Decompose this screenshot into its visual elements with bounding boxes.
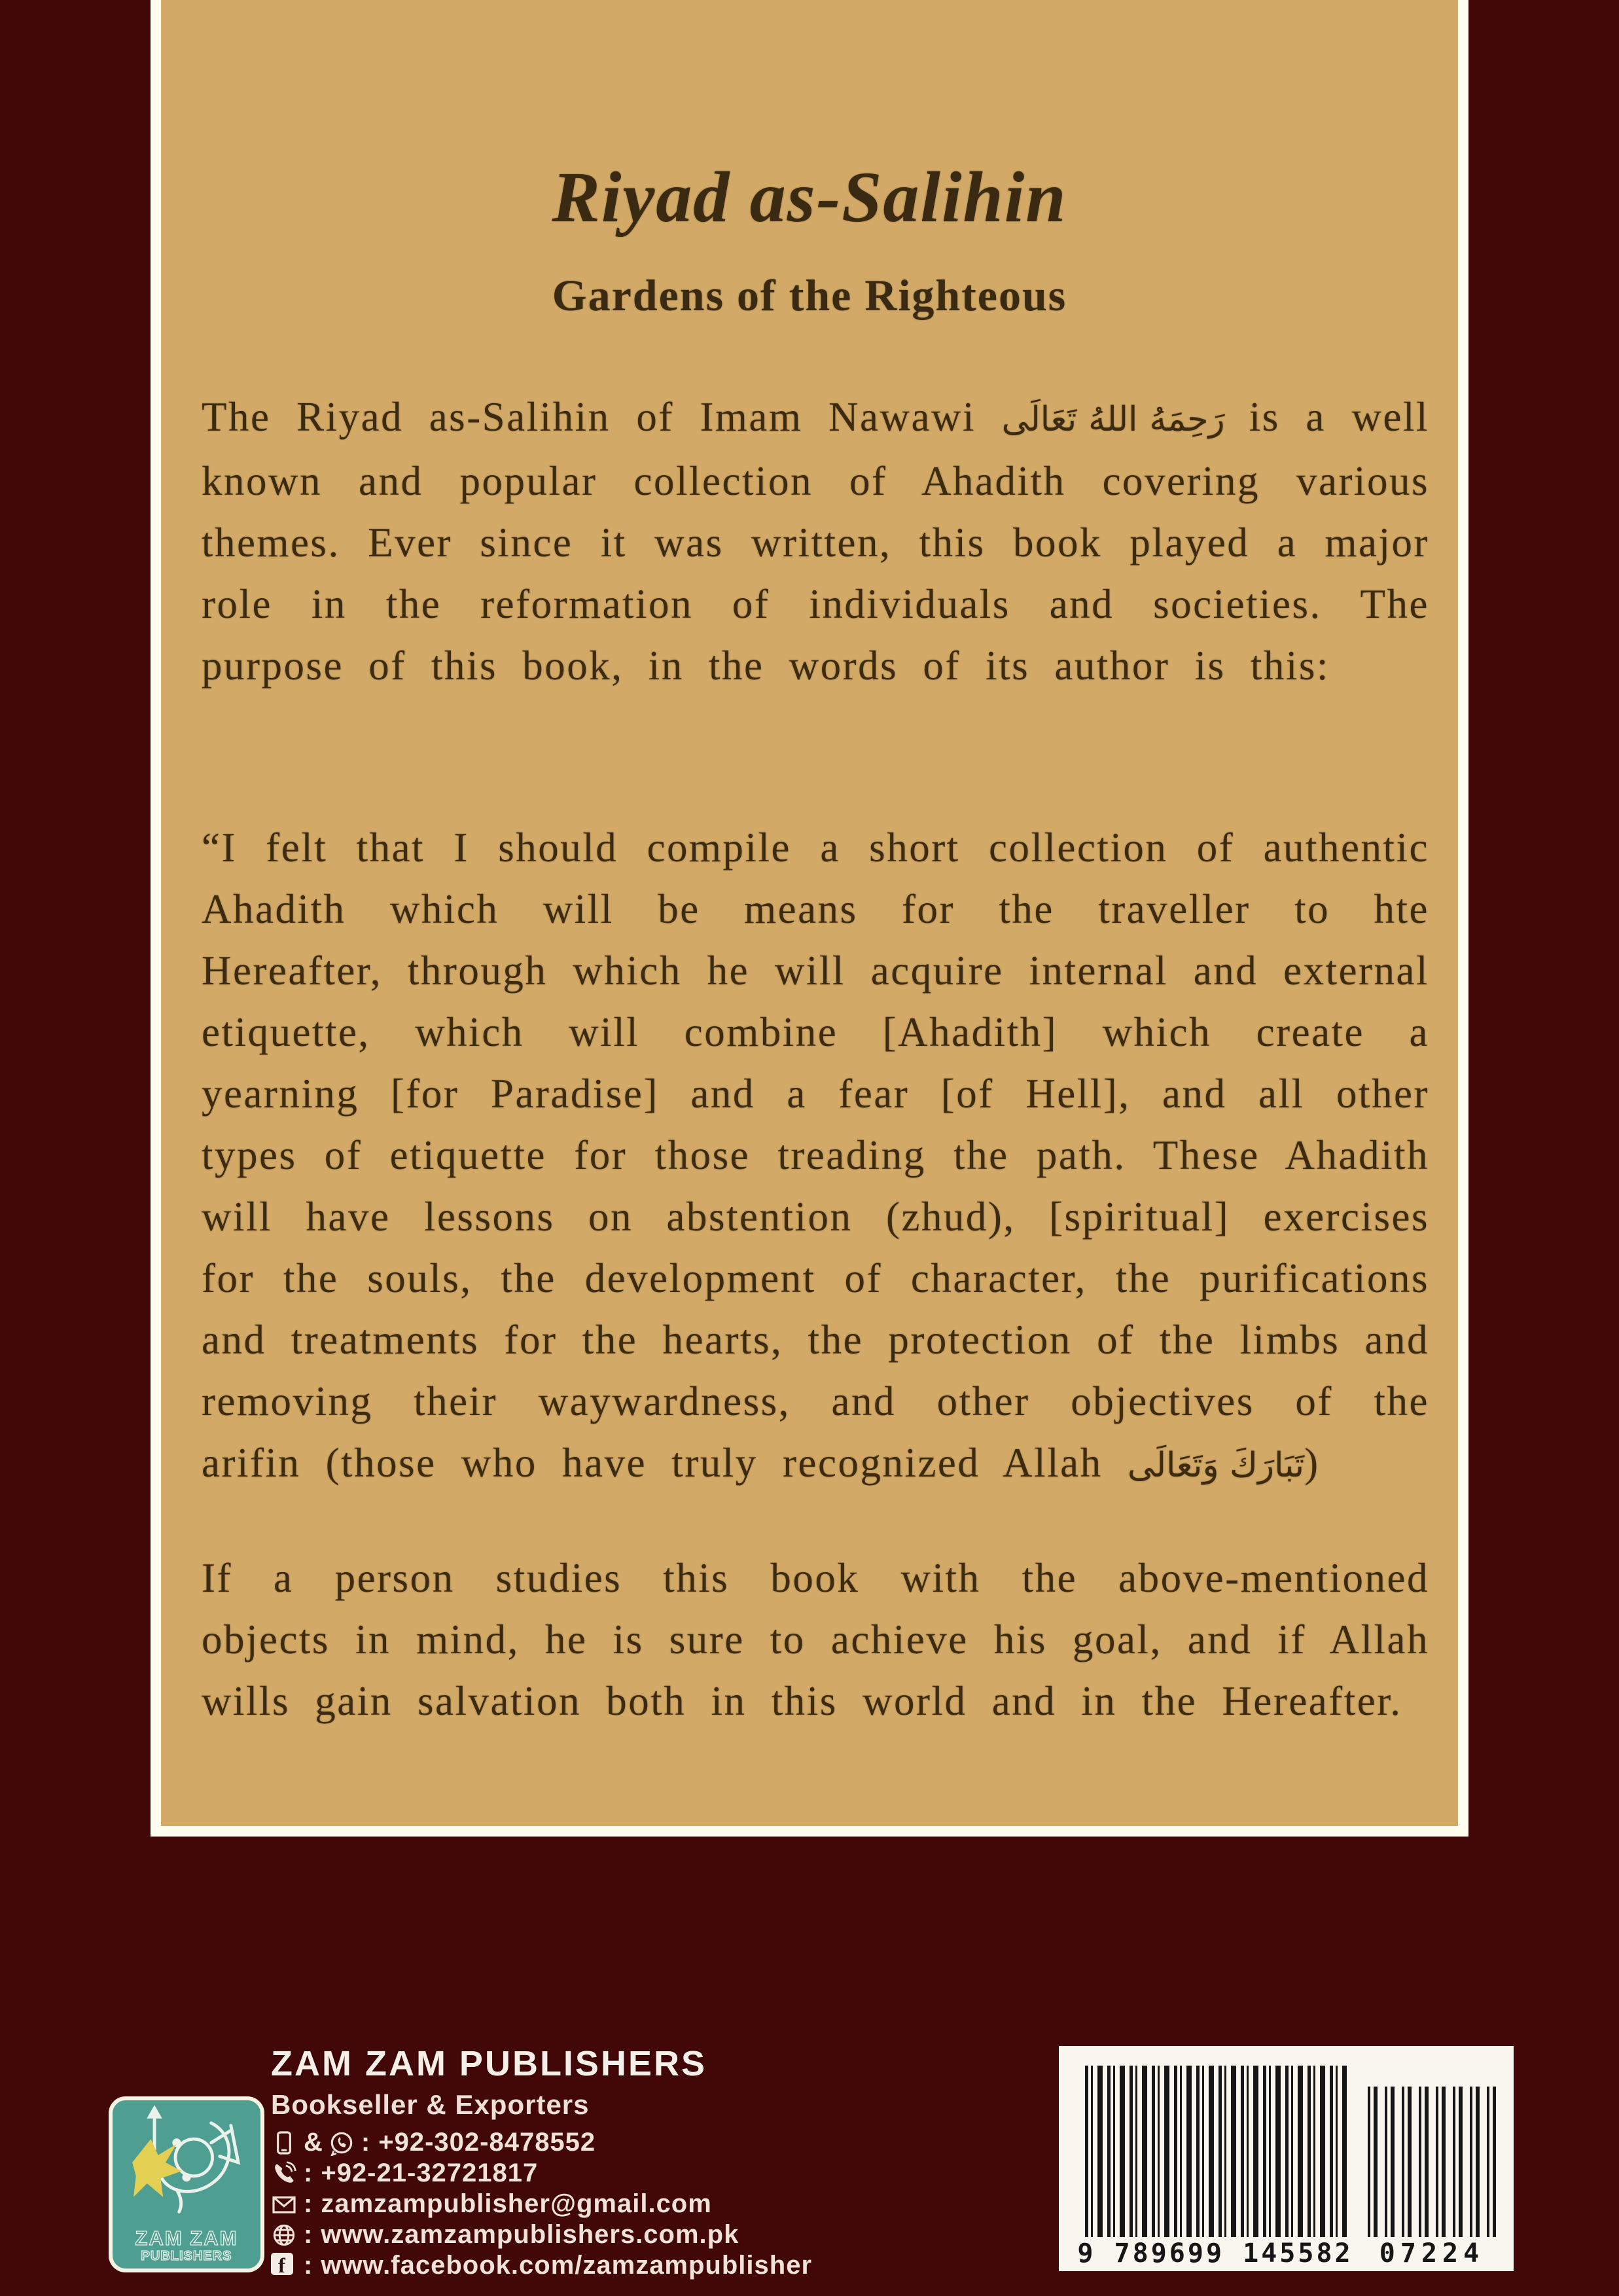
publisher-name: ZAM ZAM PUBLISHERS — [271, 2044, 707, 2083]
separator-colon: : — [304, 2251, 313, 2280]
globe-icon — [271, 2222, 297, 2248]
intro-text-before: The Riyad as-Salihin of Imam Nawawi — [202, 394, 1002, 440]
contact-row-mobile-whatsapp — [271, 2127, 1023, 2158]
publisher-logo — [109, 2096, 264, 2272]
phone-number: +92-21-32721817 — [321, 2159, 539, 2187]
isbn-number: 9 789699 145582 — [1077, 2238, 1353, 2269]
book-title: Riyad as-Salihin — [552, 157, 1067, 237]
contact-row-email — [271, 2189, 1023, 2219]
phone-handset-icon — [271, 2161, 297, 2187]
book-subtitle: Gardens of the Righteous — [552, 270, 1067, 320]
arabic-honorific-allah: تَبَارَكَ وَتَعَالَى — [1127, 1446, 1305, 1485]
isbn-barcode-panel — [1059, 2046, 1514, 2271]
facebook-f-letter: f — [278, 2253, 286, 2277]
whatsapp-icon — [329, 2130, 355, 2156]
arabic-honorific: رَحِمَهُ اللهُ تَعَالَى — [1001, 400, 1225, 439]
separator-colon: : — [304, 2159, 313, 2187]
logo-line-publishers: PUBLISHERS — [141, 2249, 232, 2263]
separator-colon: : — [361, 2128, 371, 2157]
publisher-tagline: Bookseller & Exporters — [271, 2089, 590, 2120]
logo-wordmark — [113, 2228, 260, 2263]
intro-text-after: is a well known and popular collection of Ahadith covering various themes. Ever since it was written, this book played a major role in the reformation of individuals and societies. The purpose of this book, in the words of its author is this: — [202, 394, 1429, 689]
barcode-main-bars — [1085, 2066, 1347, 2237]
quote-text: “I felt that I should compile a short collection of authentic Ahadith which will be means for the traveller to hte Hereafter, through which he will acquire internal and external etiquette, which will combine [Ahadith] which create a yearning [for Paradise] and a fear [of Hell], and all other types of etiquette for those treading the path. These Ahadith will have lessons on abstention (zhud), [spiritual] exercises for the souls, the development of character, the purifications and treatments for the hearts, the protection of the limbs and removing their waywardness, and other objectives of the arifin (those who have truly recognized Allah — [202, 825, 1429, 1486]
ampersand: & — [304, 2128, 323, 2157]
contact-row-phone — [271, 2158, 1023, 2189]
content-panel — [151, 0, 1468, 1837]
barcode-addon-bars — [1368, 2087, 1496, 2237]
separator-colon: : — [304, 2189, 313, 2218]
mobile-phone-icon — [271, 2130, 297, 2156]
logo-line-zamzam: ZAM ZAM — [135, 2227, 238, 2250]
email-envelope-icon — [271, 2191, 297, 2217]
quote-close: ) — [1304, 1440, 1320, 1486]
closing-paragraph: If a person studies this book with the above-mentioned objects in mind, he is sure to achieve his goal, and if Allah wills gain salvation both in this world and in the Hereafter. — [202, 1555, 1429, 1724]
author-quote-paragraph — [202, 817, 1429, 1496]
facebook-url: www.facebook.com/zamzampublisher — [321, 2251, 813, 2280]
logo-calligraphy-bird-icon — [113, 2100, 260, 2225]
email-address: zamzampublisher@gmail.com — [321, 2189, 712, 2218]
website-url: www.zamzampublishers.com.pk — [321, 2220, 739, 2249]
intro-paragraph — [202, 386, 1429, 696]
separator-colon: : — [304, 2220, 313, 2249]
phone-whatsapp-number: +92-302-8478552 — [378, 2128, 596, 2157]
publisher-info — [271, 2043, 1023, 2281]
contact-row-website — [271, 2219, 1023, 2250]
contact-row-facebook — [271, 2250, 1023, 2281]
barcode-addon-number: 07224 — [1379, 2238, 1485, 2269]
facebook-icon — [271, 2253, 297, 2279]
